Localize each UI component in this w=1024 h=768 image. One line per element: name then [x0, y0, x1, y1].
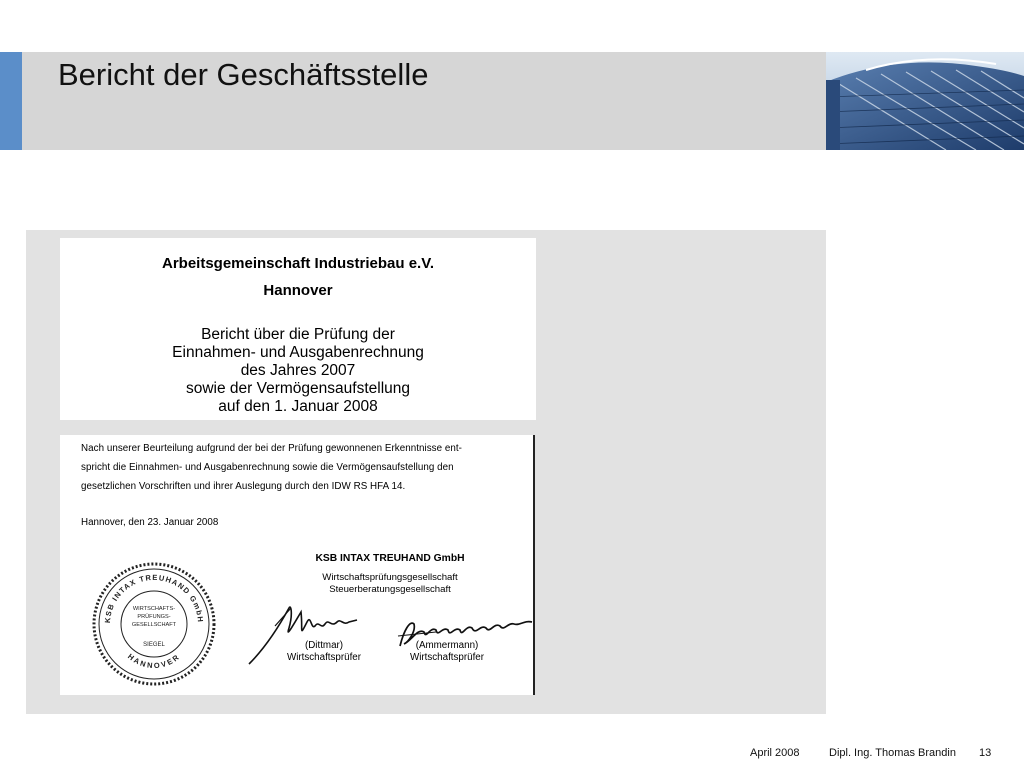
opinion-text-line: spricht die Einnahmen- und Ausgabenrechnung sowie die Vermögensaufstellung den [81, 462, 454, 473]
audit-firm-block [290, 553, 490, 596]
seal-inner-text: WIRTSCHAFTS- [132, 606, 176, 612]
report-title-line: auf den 1. Januar 2008 [218, 398, 378, 415]
audit-opinion-excerpt [60, 435, 535, 695]
footer-page-number: 13 [979, 747, 992, 759]
footer-author: Dipl. Ing. Thomas Brandin [829, 747, 956, 759]
report-title-line: Einnahmen- und Ausgabenrechnung [172, 344, 424, 361]
audit-firm-type [290, 572, 490, 596]
signatory-role: Wirtschaftsprüfer [286, 652, 362, 663]
svg-text:HANNOVER [126, 652, 182, 670]
audit-firm-type-line: Wirtschaftsprüfungsgesellschaft [322, 572, 458, 583]
seal-inner-text: GESELLSCHAFT [131, 622, 177, 628]
report-cover-excerpt [60, 238, 536, 420]
footer-date: April 2008 [750, 747, 800, 759]
organization-name: Arbeitsgemeinschaft Industriebau e.V. [161, 255, 435, 272]
opinion-text-line: gesetzlichen Vorschriften und ihrer Auslegung durch den IDW RS HFA 14. [81, 481, 406, 492]
slide-title: Bericht der Geschäftsstelle [58, 57, 429, 92]
report-title-line: sowie der Vermögensaufstellung [185, 380, 411, 397]
organization-city: Hannover [263, 282, 333, 299]
signatory-name: (Ammermann) [415, 640, 479, 651]
seal-siegel-text: SIEGEL [143, 642, 165, 648]
signatory-role: Wirtschaftsprüfer [409, 652, 485, 663]
signatory-ammermann [402, 640, 492, 664]
report-title-line: des Jahres 2007 [240, 362, 356, 379]
header-accent-bar [0, 52, 22, 150]
signatory-name: (Dittmar) [304, 640, 344, 651]
seal-inner-text: PRÜFUNGS- [137, 614, 171, 620]
report-title [60, 326, 536, 416]
official-seal-icon [88, 560, 220, 688]
signatory-dittmar [279, 640, 369, 664]
audit-firm-name: KSB INTAX TREUHAND GmbH [315, 553, 465, 564]
seal-city-text: HANNOVER [125, 651, 183, 671]
seal-firm-text: KSB INTAX TREUHAND GmbH [102, 572, 206, 624]
report-title-line: Bericht über die Prüfung der [201, 326, 395, 343]
audit-firm-type-line: Steuerberatungsgesellschaft [329, 584, 451, 595]
place-date: Hannover, den 23. Januar 2008 [81, 517, 219, 528]
header-photo-airport-roof [826, 52, 1024, 150]
opinion-text-line: Nach unserer Beurteilung aufgrund der bei der Prüfung gewonnenen Erkenntnisse ent- [81, 443, 462, 454]
